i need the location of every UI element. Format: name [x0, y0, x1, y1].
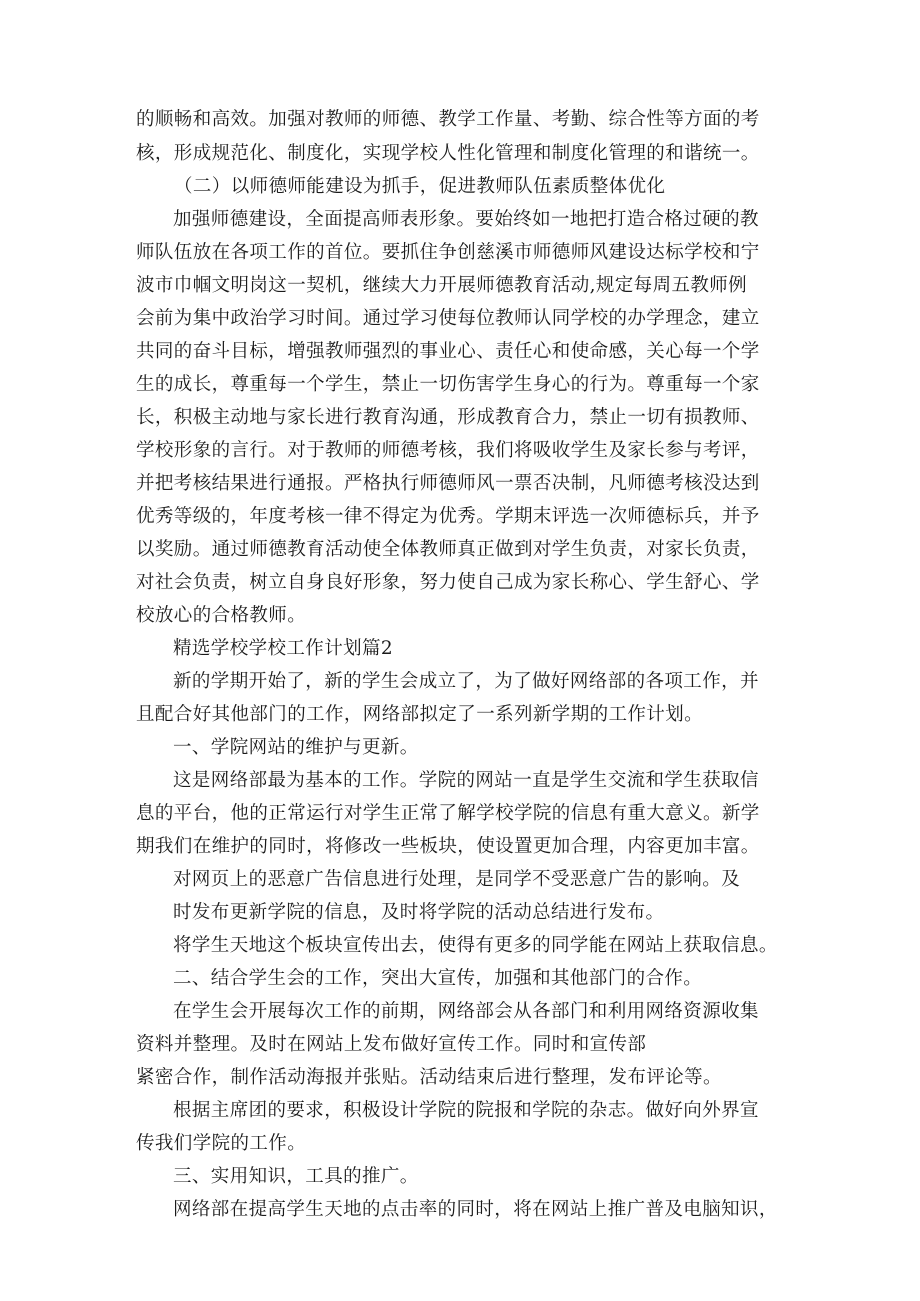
body-text-line: 传我们学院的工作。	[136, 1133, 307, 1154]
body-text-line: 长，积极主动地与家长进行教育沟通，形成教育合力，禁止一切有损教师、	[136, 407, 760, 428]
body-text-line: 生的成长，尊重每一个学生，禁止一切伤害学生身心的行为。尊重每一个家	[136, 374, 760, 395]
body-text-line: 以奖励。通过师德教育活动使全体教师真正做到对学生负责，对家长负责，	[136, 539, 760, 560]
body-text-line: 资料并整理。及时在网站上发布做好宣传工作。同时和宣传部	[136, 1034, 647, 1055]
body-text-line: 校放心的合格教师。	[136, 605, 307, 626]
section-heading: 二、结合学生会的工作，突出大宣传，加强和其他部门的合作。	[173, 968, 703, 989]
body-text-line: 共同的奋斗目标，增强教师强烈的事业心、责任心和使命感，关心每一个学	[136, 341, 760, 362]
body-text-line: 波市巾帼文明岗这一契机，继续大力开展师德教育活动,规定每周五教师例	[136, 275, 748, 296]
article-heading: 精选学校学校工作计划篇2	[173, 638, 394, 659]
body-text-line: 加强师德建设，全面提高师表形象。要始终如一地把打造合格过硬的教	[173, 209, 759, 230]
body-text-line: 紧密合作，制作活动海报并张贴。活动结束后进行整理，发布评论等。	[136, 1067, 722, 1088]
body-text-line: 优秀等级的，年度考核一律不得定为优秀。学期末评选一次师德标兵，并予	[136, 506, 760, 527]
body-text-line: 且配合好其他部门的工作，网络部拟定了一系列新学期的工作计划。	[136, 704, 704, 725]
body-text-line: 这是网络部最为基本的工作。学院的网站一直是学生交流和学生获取信	[173, 770, 759, 791]
body-text-line: 期我们在维护的同时，将修改一些板块，使设置更加合理，内容更加丰富。	[136, 836, 760, 857]
body-text-line: 并把考核结果进行通报。严格执行师德师风一票否决制，凡师德考核没达到	[136, 473, 760, 494]
section-heading: （二）以师德师能建设为抓手，促进教师队伍素质整体优化	[174, 176, 666, 197]
body-text-line: 将学生天地这个板块宣传出去，使得有更多的同学能在网站上获取信息。	[173, 935, 778, 956]
body-text-line: 息的平台，他的正常运行对学生正常了解学校学院的信息有重大意义。新学	[136, 803, 760, 824]
body-text-line: 的顺畅和高效。加强对教师的师德、教学工作量、考勤、综合性等方面的考	[136, 109, 760, 130]
body-text-line: 网络部在提高学生天地的点击率的同时，将在网站上推广普及电脑知识，	[173, 1199, 778, 1220]
body-text-line: 学校形象的言行。对于教师的师德考核，我们将吸收学生及家长参与考评，	[136, 440, 760, 461]
body-text-line: 在学生会开展每次工作的前期，网络部会从各部门和利用网络资源收集	[173, 1001, 759, 1022]
body-text-line: 对社会负责，树立自身良好形象，努力使自己成为家长称心、学生舒心、学	[136, 572, 760, 593]
body-text-line: 根据主席团的要求，积极设计学院的院报和学院的杂志。做好向外界宣	[173, 1100, 759, 1121]
body-text-line: 核，形成规范化、制度化，实现学校人性化管理和制度化管理的和谐统一。	[136, 143, 760, 164]
body-text-line: 师队伍放在各项工作的首位。要抓住争创慈溪市师德师风建设达标学校和宁	[136, 242, 760, 263]
body-text-line: 会前为集中政治学习时间。通过学习使每位教师认同学校的办学理念，建立	[136, 308, 760, 329]
section-heading: 一、学院网站的维护与更新。	[173, 737, 419, 758]
body-text-line: 新的学期开始了，新的学生会成立了，为了做好网络部的各项工作，并	[173, 671, 759, 692]
body-text-line: 时发布更新学院的信息，及时将学院的活动总结进行发布。	[173, 902, 665, 923]
section-heading: 三、实用知识，工具的推广。	[173, 1166, 419, 1187]
body-text-line: 对网页上的恶意广告信息进行处理，是同学不受恶意广告的影响。及	[173, 869, 741, 890]
